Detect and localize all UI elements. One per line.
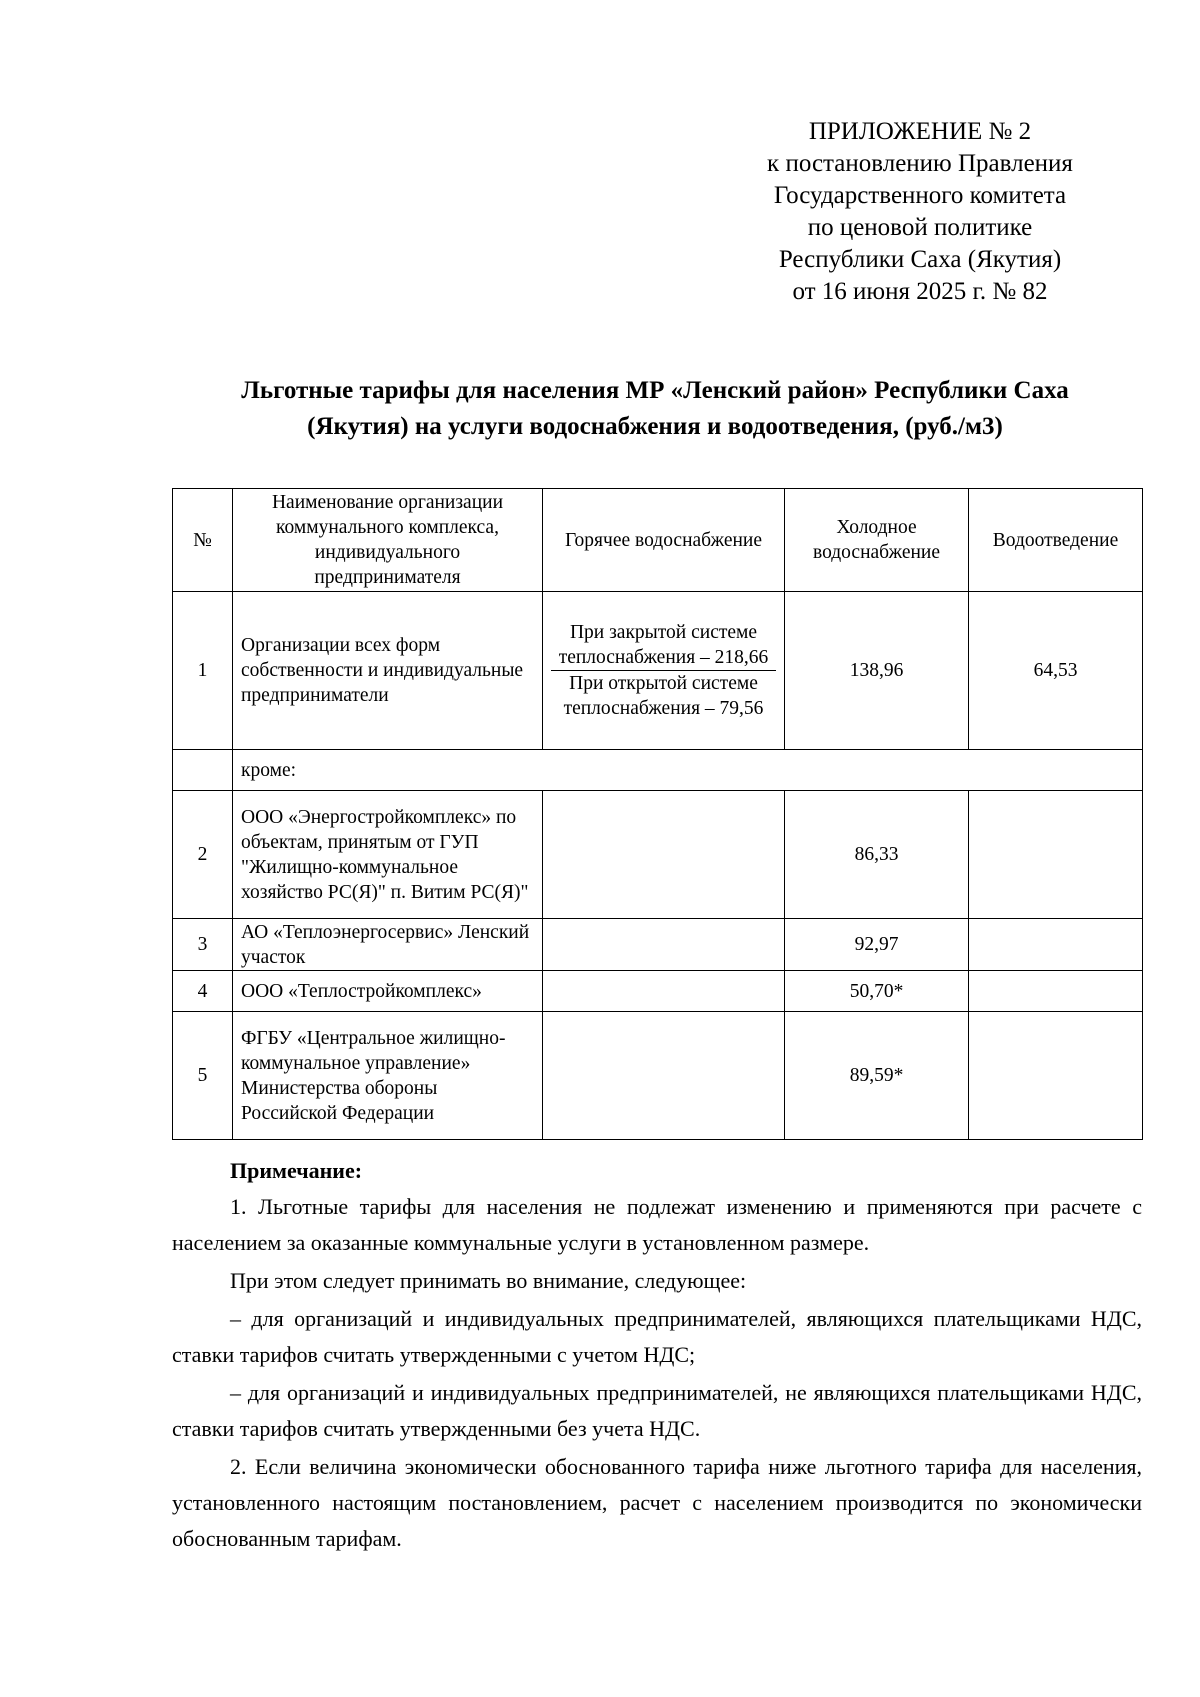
document-title xyxy=(170,373,1140,445)
row-num: 2 xyxy=(173,791,233,919)
row-org: ООО «Теплостройкомплекс» xyxy=(233,971,543,1012)
table-row-except xyxy=(173,750,1143,791)
row-org: АО «Теплоэнергосервис» Ленский участок xyxy=(233,919,543,971)
row-num: 4 xyxy=(173,971,233,1012)
title-line-1: Льготные тарифы для населения МР «Ленский район» Республики Саха xyxy=(241,377,1069,404)
row-org: ООО «Энергостройкомплекс» по объектам, принятым от ГУП "Жилищно-коммунальное хозяйство РС(Я)" п. Витим РС(Я)" xyxy=(233,791,543,919)
row-cold-water: 50,70* xyxy=(785,971,969,1012)
annex-line-policy: по ценовой политике xyxy=(807,214,1033,241)
row-sewerage xyxy=(969,919,1143,971)
row-cold-water: 138,96 xyxy=(785,592,969,750)
hot-water-open-system: При открытой системе теплоснабжения – 79,56 xyxy=(551,670,776,721)
row-org: ФГБУ «Центральное жилищно-коммунальное управление» Министерства обороны Российской Федерации xyxy=(233,1012,543,1140)
annex-header xyxy=(690,116,1150,308)
note-paragraph-1: 1. Льготные тарифы для населения не подлежат изменению и применяются при расчете с населением за оказанные коммунальные услуги в установленном размере. xyxy=(172,1194,1142,1255)
header-num: № xyxy=(173,489,233,592)
title-line-2: (Якутия) на услуги водоснабжения и водоотведения, (руб./м3) xyxy=(307,413,1003,440)
row-sewerage xyxy=(969,1012,1143,1140)
table-row xyxy=(173,971,1143,1012)
annex-line-date: от 16 июня 2025 г. № 82 xyxy=(792,278,1048,305)
row-sewerage: 64,53 xyxy=(969,592,1143,750)
annex-line-republic: Республики Саха (Якутия) xyxy=(778,246,1062,273)
row-hot-water xyxy=(543,1012,785,1140)
row-sewerage xyxy=(969,791,1143,919)
row-cold-water: 92,97 xyxy=(785,919,969,971)
table-header-row xyxy=(173,489,1143,592)
row-hot-water xyxy=(543,791,785,919)
row-cold-water: 89,59* xyxy=(785,1012,969,1140)
row-num: 3 xyxy=(173,919,233,971)
note-paragraph-2: При этом следует принимать во внимание, следующее: xyxy=(230,1268,747,1293)
header-hot-water: Горячее водоснабжение xyxy=(543,489,785,592)
annex-line-committee: Государственного комитета xyxy=(773,182,1067,209)
row-num: 1 xyxy=(173,592,233,750)
annex-number: ПРИЛОЖЕНИЕ № 2 xyxy=(808,118,1032,145)
header-sewerage: Водоотведение xyxy=(969,489,1143,592)
row-num: 5 xyxy=(173,1012,233,1140)
table-row xyxy=(173,919,1143,971)
annex-line-resolution: к постановлению Правления xyxy=(767,150,1073,177)
note-paragraph-3: – для организаций и индивидуальных предпринимателей, являющихся плательщиками НДС, ставки тарифов считать утвержденными с учетом НДС; xyxy=(172,1306,1142,1367)
row-cold-water: 86,33 xyxy=(785,791,969,919)
header-cold-water: Холодное водоснабжение xyxy=(785,489,969,592)
table-row xyxy=(173,791,1143,919)
row-sewerage xyxy=(969,971,1143,1012)
note-paragraph-4: – для организаций и индивидуальных предпринимателей, не являющихся плательщиками НДС, ставки тарифов считать утвержденными без учета НДС. xyxy=(172,1380,1142,1441)
row-hot-water xyxy=(543,919,785,971)
tariff-table xyxy=(172,488,1143,1140)
row-org: Организации всех форм собственности и индивидуальные предприниматели xyxy=(233,592,543,750)
header-org: Наименование организации коммунального комплекса, индивидуального предпринимателя xyxy=(233,489,543,592)
except-num xyxy=(173,750,233,791)
table-row xyxy=(173,592,1143,750)
note-paragraph-5: 2. Если величина экономически обоснованного тарифа ниже льготного тарифа для населения, установленного настоящим постановлением, расчет с населением производится по экономически обоснованным тарифам. xyxy=(172,1454,1142,1551)
hot-water-closed-system: При закрытой системе теплоснабжения – 218,66 xyxy=(558,622,769,668)
table-row xyxy=(173,1012,1143,1140)
except-label: кроме: xyxy=(233,750,1143,791)
row-hot-water xyxy=(543,971,785,1012)
notes-section xyxy=(172,1153,1142,1557)
row-hot-water xyxy=(543,592,785,750)
notes-heading: Примечание: xyxy=(230,1158,363,1183)
